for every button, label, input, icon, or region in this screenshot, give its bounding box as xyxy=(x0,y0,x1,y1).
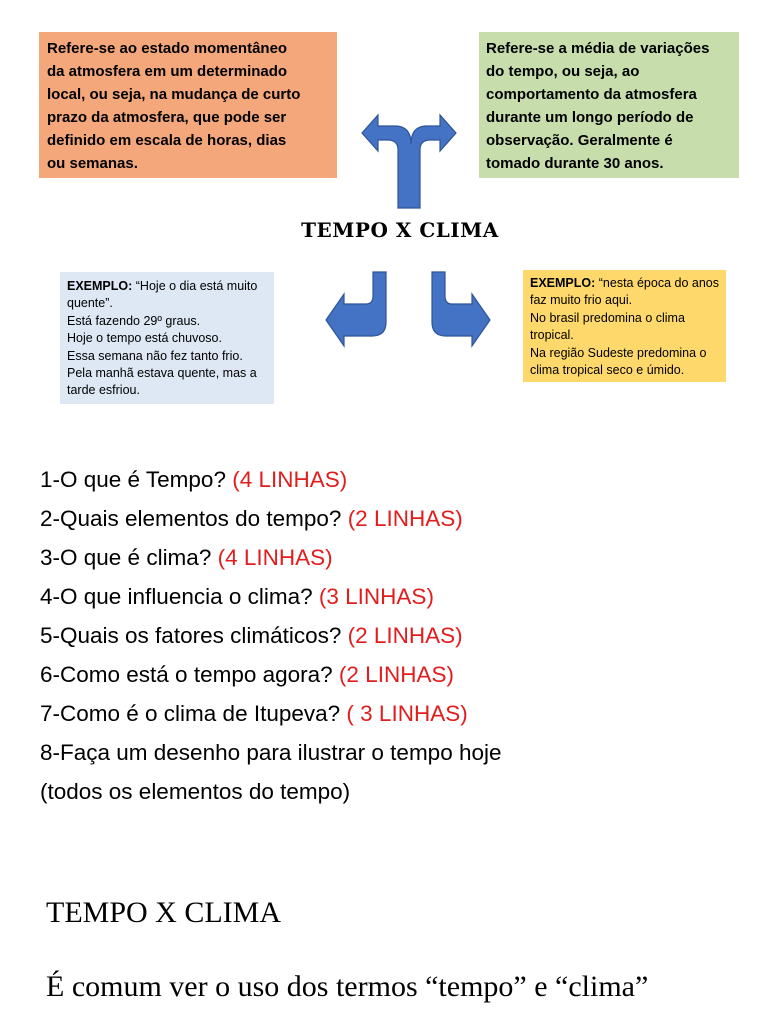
arrow-down-left-icon xyxy=(326,272,386,346)
tempo-def-line: ou semanas. xyxy=(47,155,138,172)
center-title: TEMPO X CLIMA xyxy=(301,218,499,242)
question-text: 1-O que é Tempo? xyxy=(40,467,233,492)
clima-def-line: observação. Geralmente é xyxy=(486,132,673,149)
question-item xyxy=(40,499,740,538)
split-arrow-up-icon xyxy=(362,115,456,208)
tempo-def-line: Refere-se ao estado momentâneo xyxy=(47,40,288,57)
question-item xyxy=(40,577,740,616)
question-lines: (3 LINHAS) xyxy=(318,584,434,609)
example-quote-text: “Hoje o dia está muito quente”. xyxy=(67,279,258,311)
question-text: 4-O que influencia o clima? xyxy=(40,584,319,609)
clima-def-line: Refere-se a média de variações xyxy=(486,40,710,57)
question-item xyxy=(40,694,740,733)
example-quote-text: “nesta época do anos faz muito frio aqui. xyxy=(530,276,719,308)
question-item xyxy=(40,616,740,655)
question-item xyxy=(40,460,740,499)
example-label: EXEMPLO: xyxy=(67,279,133,293)
example-line: Está fazendo 29º graus. xyxy=(67,313,201,328)
question-item xyxy=(40,772,740,811)
clima-def-line: durante um longo período de xyxy=(486,109,694,126)
question-item xyxy=(40,655,740,694)
example-line: No brasil predomina o clima tropical. xyxy=(530,310,685,343)
clima-def-line: comportamento da atmosfera xyxy=(486,86,697,103)
tempo-def-line: definido em escala de horas, dias xyxy=(47,132,287,149)
question-lines: (2 LINHAS) xyxy=(347,506,463,531)
question-lines: (2 LINHAS) xyxy=(338,662,454,687)
question-lines: ( 3 LINHAS) xyxy=(346,701,468,726)
question-text: 7-Como é o clima de Itupeva? xyxy=(40,701,347,726)
tempo-def-line: local, ou seja, na mudança de curto xyxy=(47,86,301,103)
question-text: (todos os elementos do tempo) xyxy=(40,779,351,804)
tempo-def-line: da atmosfera em um determinado xyxy=(47,63,288,80)
question-item xyxy=(40,538,740,577)
example-quote xyxy=(530,275,719,310)
question-lines: (2 LINHAS) xyxy=(347,623,463,648)
example-line: Essa semana não fez tanto frio. xyxy=(67,348,243,363)
clima-definition-box xyxy=(479,32,739,178)
clima-def-line: do tempo, ou seja, ao xyxy=(486,63,640,80)
question-list xyxy=(40,460,740,811)
question-text: 5-Quais os fatores climáticos? xyxy=(40,623,348,648)
example-line: Hoje o tempo está chuvoso. xyxy=(67,331,222,346)
section-title: TEMPO X CLIMA xyxy=(46,896,282,929)
clima-def-line: tomado durante 30 anos. xyxy=(486,155,664,172)
tempo-example-box xyxy=(60,272,274,404)
tempo-definition-box xyxy=(39,32,337,178)
question-lines: (4 LINHAS) xyxy=(217,545,333,570)
question-item xyxy=(40,733,740,772)
example-label: EXEMPLO: xyxy=(530,276,596,290)
example-line: Pela manhã estava quente, mas a tarde esfriou. xyxy=(67,366,257,398)
example-quote xyxy=(67,278,267,313)
section-body-text: É comum ver o uso dos termos “tempo” e “clima” xyxy=(46,970,649,1003)
arrow-down-right-icon xyxy=(432,272,490,346)
question-text: 2-Quais elementos do tempo? xyxy=(40,506,348,531)
question-text: 3-O que é clima? xyxy=(40,545,218,570)
clima-example-box xyxy=(523,270,726,382)
tempo-def-line: prazo da atmosfera, que pode ser xyxy=(47,109,287,126)
question-text: 6-Como está o tempo agora? xyxy=(40,662,339,687)
question-text: 8-Faça um desenho para ilustrar o tempo hoje xyxy=(40,740,502,765)
example-line: Na região Sudeste predomina o clima tropical seco e úmido. xyxy=(530,345,707,378)
question-lines: (4 LINHAS) xyxy=(232,467,348,492)
